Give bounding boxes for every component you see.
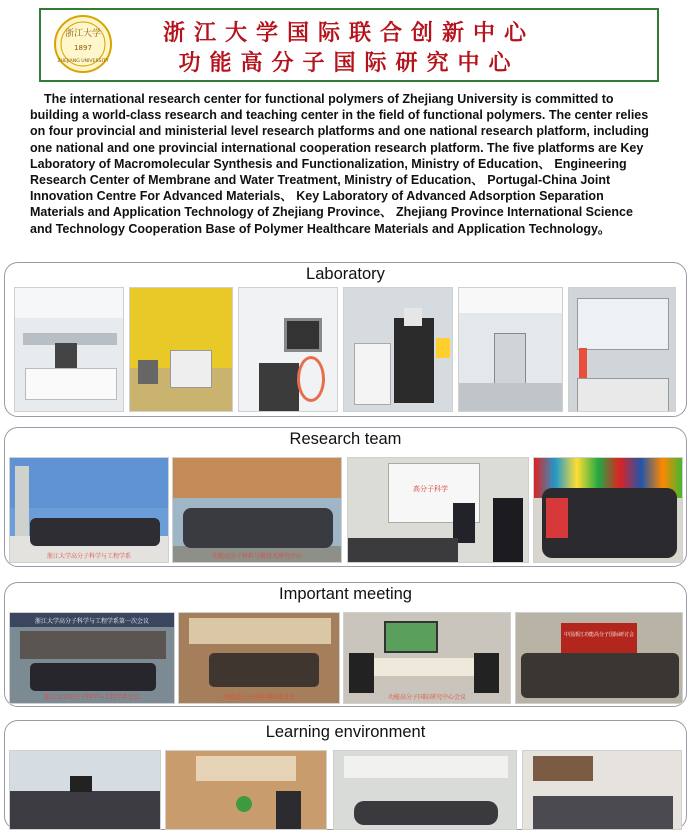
team-photo-1: [9, 457, 169, 563]
lab-photo-5: [458, 287, 563, 412]
lab-photo-3: [238, 287, 338, 412]
lab-photo-6: [568, 287, 676, 412]
section-title-learning-environment: Learning environment: [265, 723, 426, 741]
section-research-team: [4, 427, 687, 567]
meeting-photo-1: [9, 612, 175, 704]
lab-photo-2: [129, 287, 233, 412]
team-photo-3-slide-text: 高分子科学: [413, 486, 448, 493]
svg-text:1897: 1897: [74, 44, 92, 52]
team-photo-4: [533, 457, 683, 563]
team-photo-3: [347, 457, 529, 563]
title-line-2: 功能高分子国际研究中心: [178, 50, 520, 76]
title-line-1: 浙江大学国际联合创新中心: [162, 20, 535, 46]
section-important-meeting: [4, 582, 687, 707]
team-photo-1-caption: 浙江大学高分子科学与工程学系: [46, 554, 131, 560]
svg-text:浙江大学: 浙江大学: [64, 29, 102, 39]
learning-photo-2: [165, 750, 327, 830]
meeting-photo-4-screen-text: 中国浙江功能高分子国际研讨会: [563, 632, 634, 638]
lab-photo-4: [343, 287, 453, 412]
section-title-research-team: Research team: [289, 430, 402, 448]
team-photo-2-caption: 功能高分子材料与膜技术研究中心: [211, 554, 302, 560]
meeting-photo-2: [178, 612, 340, 704]
learning-photo-4: [522, 750, 682, 830]
meeting-photo-3-caption: 功能高分子国际研究中心会议: [387, 695, 466, 701]
header-box: [39, 8, 659, 82]
learning-photo-1: [9, 750, 161, 830]
team-photo-2: [172, 457, 342, 563]
lab-photo-1: [14, 287, 124, 412]
section-title-laboratory: Laboratory: [306, 265, 385, 283]
section-laboratory: [4, 262, 687, 417]
intro-paragraph: The international research center for functional polymers of Zhejiang University is committed to building a world-class research and teaching center in the field of functional polymers. The center relies on four provincial and ministerial level research platforms and one national research platform, including one national and one provincial international cooperation research platform. The five platforms are Key Laboratory of Macromolecular Synthesis and Functionalization, Ministry of Education、 Engineering Research Center of Membrane and Water Treatment, Ministry of Education、 Portugal-China Joint Innovation Centre For Advanced Materials、 Key Laboratory of Advanced Adsorption Separation Materials and Application Technology of Zhejiang Province、 Zhejiang Province International Science and Technology Cooperation Base of Polymer Healthcare Materials and Application Technology。: [30, 92, 649, 236]
meeting-photo-4: [515, 612, 683, 704]
section-title-important-meeting: Important meeting: [279, 585, 412, 603]
meeting-photo-3: [343, 612, 511, 704]
learning-photo-3: [333, 750, 517, 830]
meeting-photo-2-caption: 功能高分子材料国际研讨会: [222, 695, 295, 701]
section-learning-environment: [4, 720, 687, 830]
svg-text:ZHEJIANG UNIVERSITY: ZHEJIANG UNIVERSITY: [57, 59, 109, 64]
meeting-photo-1-caption: 浙江大学高分子科学与工程学系会议: [43, 695, 140, 701]
meeting-photo-1-banner: 浙江大学高分子科学与工程学系第一次会议: [34, 619, 149, 625]
